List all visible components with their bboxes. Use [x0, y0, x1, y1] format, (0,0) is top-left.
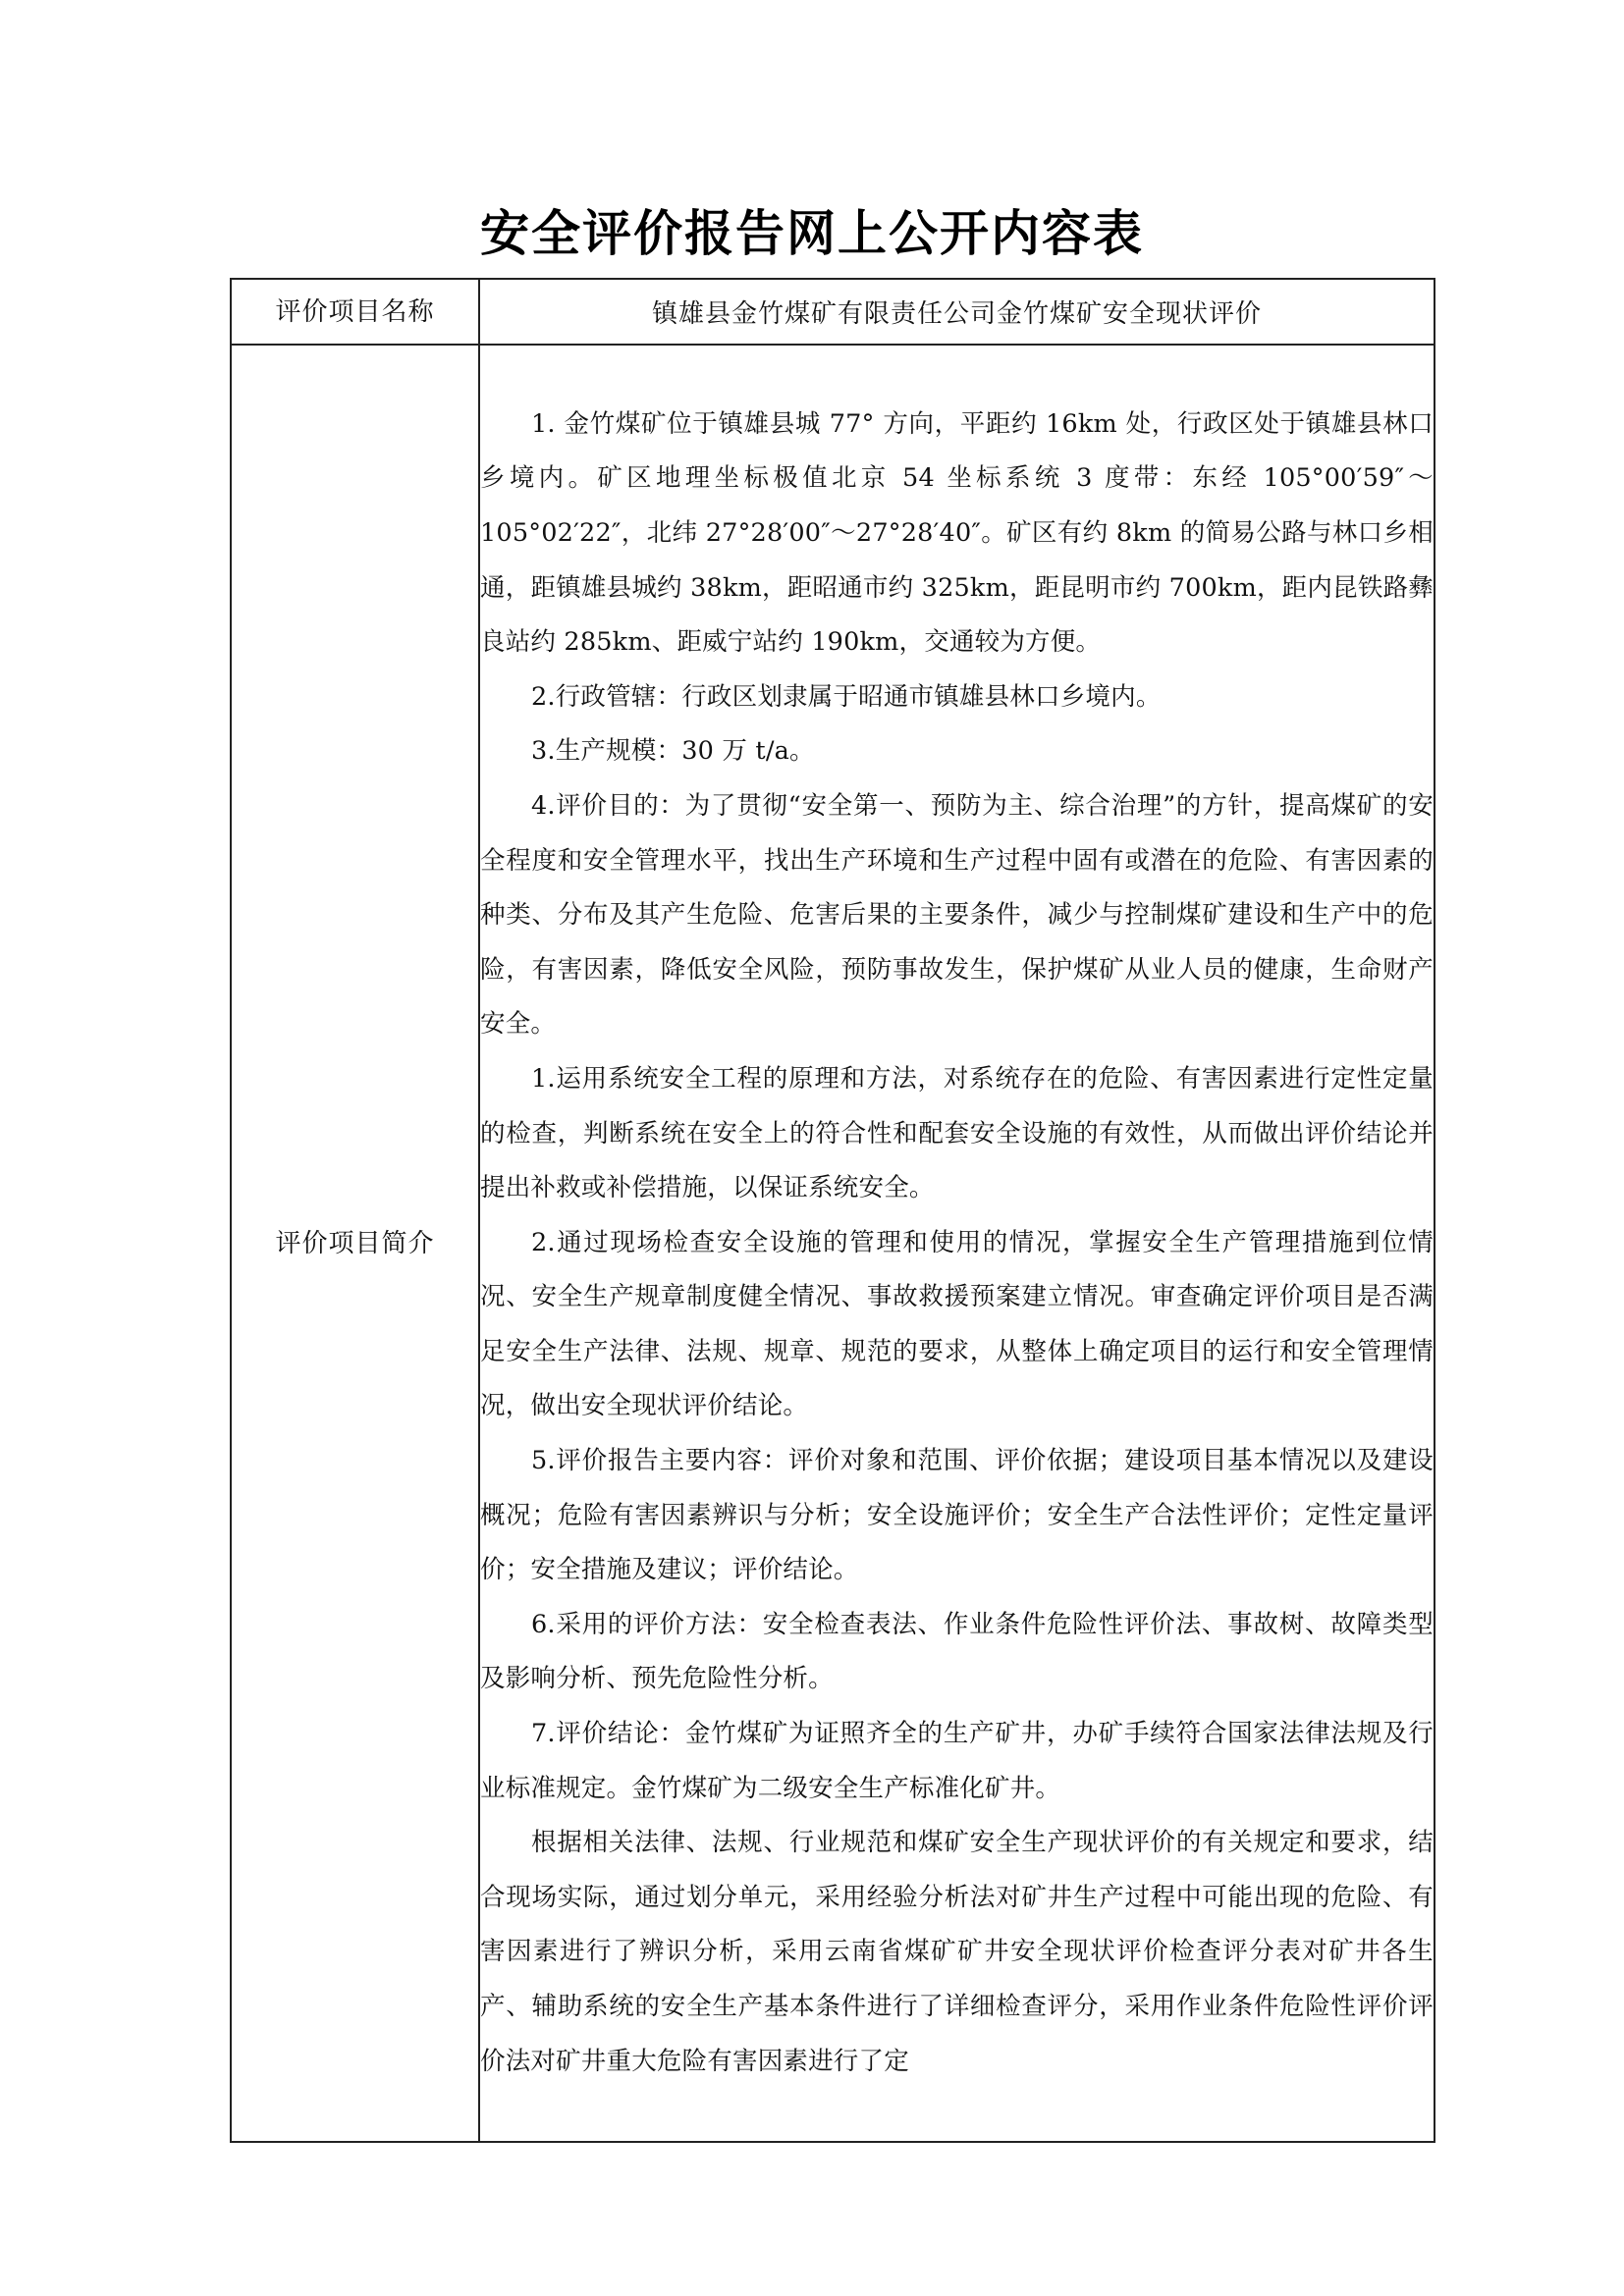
table-row-project-intro: [231, 345, 1435, 2142]
intro-paragraph: 2.通过现场检查安全设施的管理和使用的情况，掌握安全生产管理措施到位情况、安全生产规章制度健全情况、事故救援预案建立情况。审查确定评价项目是否满足安全生产法律、法规、规章、规范的要求，从整体上确定项目的运行和安全管理情况，做出安全现状评价结论。: [480, 1227, 1434, 1421]
report-table: [230, 278, 1435, 2143]
page-title: 安全评价报告网上公开内容表: [480, 205, 1144, 262]
intro-paragraph: 3.生产规模：30 万 t/a。: [531, 736, 815, 767]
intro-paragraph: 4.评价目的：为了贯彻“安全第一、预防为主、综合治理”的方针，提高煤矿的安全程度和安全管理水平，找出生产环境和生产过程中固有或潜在的危险、有害因素的种类、分布及其产生危险、危害后果的主要条件，减少与控制煤矿建设和生产中的危险，有害因素，降低安全风险，预防事故发生，保护煤矿从业人员的健康，生命财产安全。: [480, 790, 1434, 1040]
project-intro-body: [480, 398, 1434, 2089]
intro-paragraph: 1.运用系统安全工程的原理和方法，对系统存在的危险、有害因素进行定性定量的检查，判断系统在安全上的符合性和配套安全设施的有效性，从而做出评价结论并提出补救或补偿措施，以保证系统安全。: [480, 1063, 1434, 1203]
intro-paragraph: 5.评价报告主要内容：评价对象和范围、评价依据；建设项目基本情况以及建设概况；危险有害因素辨识与分析；安全设施评价；安全生产合法性评价；定性定量评价；安全措施及建议；评价结论。: [480, 1446, 1434, 1585]
intro-paragraph: 1. 金竹煤矿位于镇雄县城 77° 方向，平距约 16km 处，行政区处于镇雄县林口乡境内。矿区地理坐标极值北京 54 坐标系统 3 度带：东经 105°00′59″～105°02′22″，北纬 27°28′00″～27°28′40″。矿区有约 8km 的简易公路与林口乡相通，距镇雄县城约 38km，距昭通市约 325km，距昆明市约 700km，距内昆铁路彝良站约 285km、距威宁站约 190km，交通较为方便。: [480, 408, 1434, 658]
intro-paragraph: 根据相关法律、法规、行业规范和煤矿安全生产现状评价的有关规定和要求，结合现场实际，通过划分单元，采用经验分析法对矿井生产过程中可能出现的危险、有害因素进行了辨识分析，采用云南省煤矿矿井安全现状评价检查评分表对矿井各生产、辅助系统的安全生产基本条件进行了详细检查评分，采用作业条件危险性评价评价法对矿井重大危险有害因素进行了定: [480, 1828, 1434, 2076]
intro-paragraph: 2.行政管辖：行政区划隶属于昭通市镇雄县林口乡境内。: [531, 681, 1162, 712]
project-intro-label: 评价项目简介: [231, 345, 479, 2142]
project-name-label: 评价项目名称: [231, 279, 479, 345]
project-name-value: 镇雄县金竹煤矿有限责任公司金竹煤矿安全现状评价: [479, 279, 1435, 345]
project-intro-cell: [479, 345, 1435, 2142]
table-row-project-name: [231, 279, 1435, 345]
intro-paragraph: 6.采用的评价方法：安全检查表法、作业条件危险性评价法、事故树、故障类型及影响分析、预先危险性分析。: [480, 1609, 1434, 1694]
intro-paragraph: 7.评价结论：金竹煤矿为证照齐全的生产矿井，办矿手续符合国家法律法规及行业标准规定。金竹煤矿为二级安全生产标准化矿井。: [480, 1719, 1434, 1803]
